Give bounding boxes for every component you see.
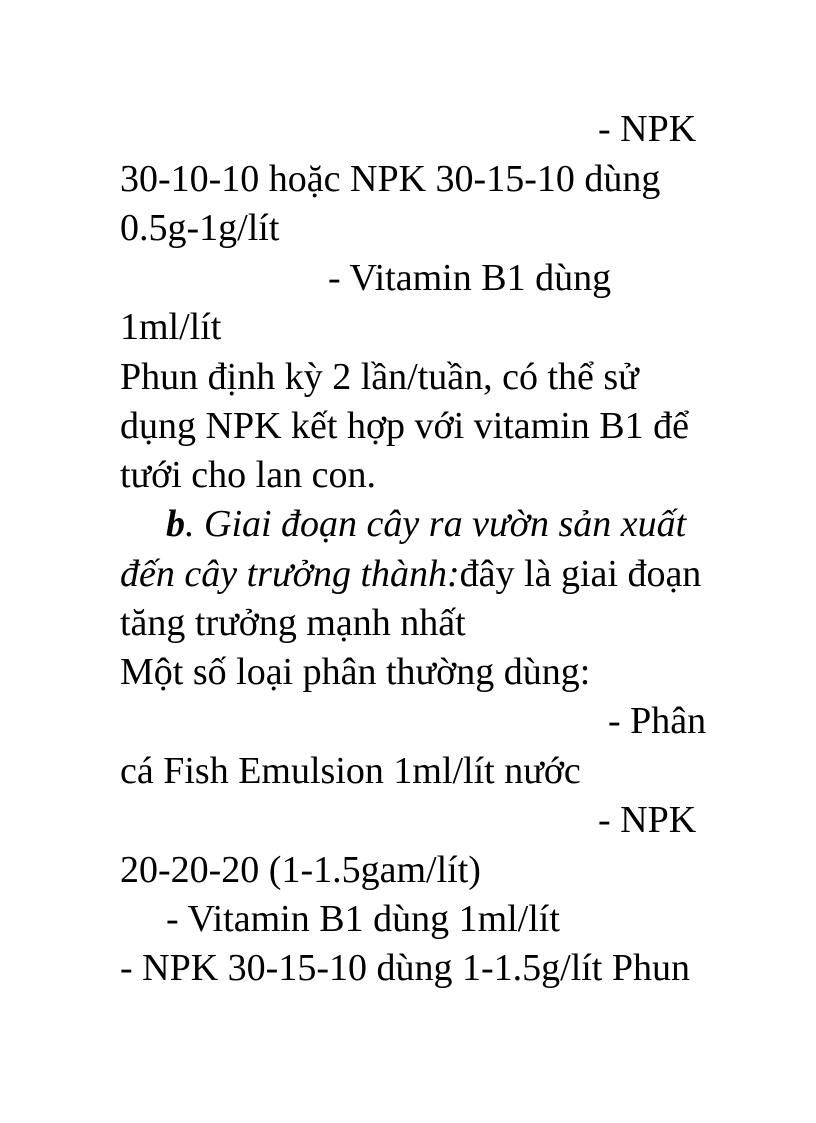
text-line: 1ml/lít xyxy=(120,306,222,348)
text-line: - NPK xyxy=(598,799,697,841)
text-line: - Vitamin B1 dùng xyxy=(328,257,612,299)
text-line: 20-20-20 (1-1.5gam/lít) xyxy=(120,849,481,891)
section-b-title-part2: đến cây trưởng thành: xyxy=(120,553,460,595)
text-line: tưới cho lan con. xyxy=(120,454,376,496)
text-line: - Vitamin B1 dùng 1ml/lít xyxy=(166,898,560,940)
section-b-heading xyxy=(166,500,686,548)
text-line: Phun định kỳ 2 lần/tuần, có thể sử xyxy=(120,356,639,398)
text-line: 0.5g-1g/lít xyxy=(120,207,280,249)
text-line: cá Fish Emulsion 1ml/lít nước xyxy=(120,750,581,792)
text-line: 30-10-10 hoặc NPK 30-15-10 dùng xyxy=(120,158,661,200)
section-b-title-part1: . Giai đoạn cây ra vườn sản xuất xyxy=(185,503,687,545)
text-line: dụng NPK kết hợp với vitamin B1 để xyxy=(120,405,689,447)
section-b-heading-continued xyxy=(120,550,701,598)
section-b-text: đây là giai đoạn xyxy=(459,553,702,595)
section-b-label: b xyxy=(166,503,185,545)
text-line: - NPK xyxy=(598,108,697,150)
text-line: tăng trưởng mạnh nhất xyxy=(120,602,466,644)
text-line: - Phân xyxy=(608,700,707,742)
text-line: - NPK 30-15-10 dùng 1-1.5g/lít Phun xyxy=(120,947,690,989)
text-line: Một số loại phân thường dùng: xyxy=(120,651,591,693)
